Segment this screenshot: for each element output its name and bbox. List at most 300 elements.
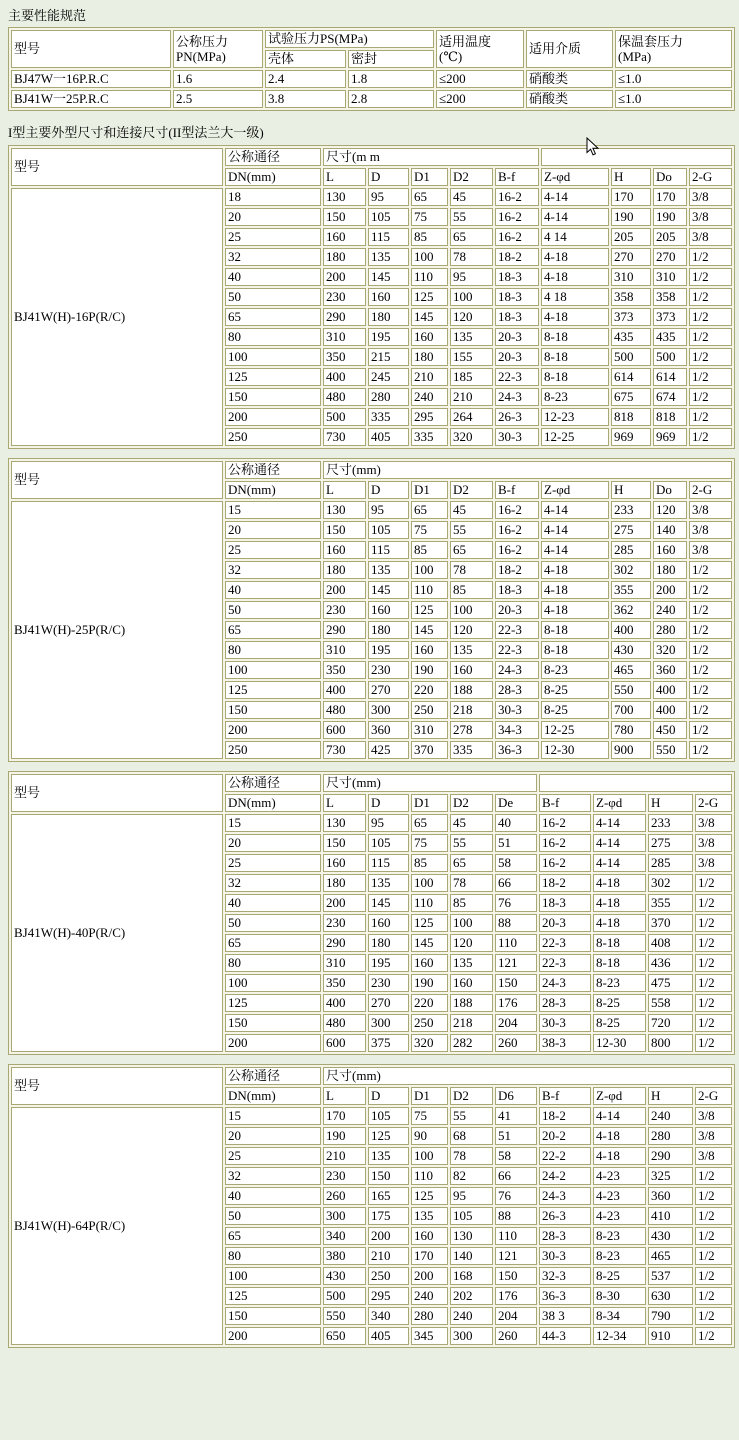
- dim-value-cell: 8-30: [593, 1287, 646, 1305]
- spec-value-cell: ≤1.0: [615, 70, 732, 88]
- dim-value-cell: 285: [648, 854, 693, 872]
- dim-value-cell: 320: [411, 1034, 448, 1052]
- dim-value-cell: 160: [450, 974, 493, 992]
- dim-value-cell: 1/2: [689, 641, 732, 659]
- dim-value-cell: 3/8: [695, 814, 732, 832]
- dim-header-size-label: 尺寸(mm): [323, 461, 732, 479]
- spec-model-cell: BJ41W一25P.R.C: [11, 90, 171, 108]
- dim-value-cell: 12-30: [541, 741, 609, 759]
- dim-column-header: 2-G: [689, 481, 732, 499]
- dim-value-cell: 55: [450, 208, 493, 226]
- dim-value-cell: 125: [411, 1187, 448, 1205]
- dim-column-header: L: [323, 481, 366, 499]
- dim-value-cell: 180: [323, 561, 366, 579]
- dim-value-cell: 450: [653, 721, 687, 739]
- dim-value-cell: 145: [411, 934, 448, 952]
- dim-model-cell: BJ41W(H)-40P(R/C): [11, 814, 223, 1052]
- dim-value-cell: 3/8: [689, 188, 732, 206]
- dim-value-cell: 160: [411, 328, 448, 346]
- dim-value-cell: 500: [323, 408, 366, 426]
- dim-value-cell: 8-25: [541, 701, 609, 719]
- dim-table-row: [11, 814, 732, 832]
- dim-value-cell: 58: [495, 854, 537, 872]
- dim-value-cell: 16-2: [495, 228, 539, 246]
- spec-header-jacket-line1: 保温套压力: [618, 34, 684, 49]
- dim-value-cell: 24-3: [539, 1187, 591, 1205]
- dim-value-cell: 78: [450, 248, 493, 266]
- spec-header-pn-line2: PN(MPa): [176, 49, 226, 64]
- dim-column-header: 2-G: [695, 1087, 732, 1105]
- dim-value-cell: 30-3: [495, 701, 539, 719]
- dim-value-cell: 1/2: [695, 1227, 732, 1245]
- dim-value-cell: 16-2: [495, 188, 539, 206]
- dim-value-cell: 300: [323, 1207, 366, 1225]
- dim-value-cell: 220: [411, 681, 448, 699]
- dim-value-cell: 135: [368, 561, 409, 579]
- dim-value-cell: 500: [323, 1287, 366, 1305]
- dim-table-40p: [8, 771, 735, 1055]
- dim-dn-cell: 40: [225, 1187, 321, 1205]
- dim-value-cell: 355: [648, 894, 693, 912]
- spec-header-pn-line1: 公称压力: [176, 34, 229, 49]
- dim-value-cell: 373: [611, 308, 651, 326]
- dim-model-cell: BJ41W(H)-64P(R/C): [11, 1107, 223, 1345]
- dim-dn-cell: 50: [225, 601, 321, 619]
- dim-value-cell: 85: [411, 541, 448, 559]
- dim-dn-cell: 150: [225, 1014, 321, 1032]
- dim-value-cell: 115: [368, 541, 409, 559]
- dim-column-header: D: [368, 481, 409, 499]
- dim-value-cell: 145: [368, 581, 409, 599]
- dim-value-cell: 400: [323, 368, 366, 386]
- dim-dn-cell: 100: [225, 1267, 321, 1285]
- dim-dn-cell: 80: [225, 328, 321, 346]
- dim-value-cell: 8-25: [593, 1014, 646, 1032]
- dim-column-header: D6: [495, 1087, 537, 1105]
- dim-value-cell: 270: [368, 681, 409, 699]
- dim-value-cell: 180: [323, 248, 366, 266]
- dim-value-cell: 8-18: [593, 954, 646, 972]
- dim-value-cell: 175: [368, 1207, 409, 1225]
- dim-dn-cell: 25: [225, 541, 321, 559]
- dim-value-cell: 310: [611, 268, 651, 286]
- dim-value-cell: 55: [450, 834, 493, 852]
- dim-value-cell: 100: [450, 914, 493, 932]
- dim-value-cell: 350: [323, 661, 366, 679]
- dim-value-cell: 176: [495, 1287, 537, 1305]
- dim-value-cell: 240: [653, 601, 687, 619]
- dim-dn-cell: 32: [225, 1167, 321, 1185]
- dim-value-cell: 105: [368, 834, 409, 852]
- spec-value-cell: 2.5: [173, 90, 263, 108]
- dim-value-cell: 160: [653, 541, 687, 559]
- dim-value-cell: 3/8: [695, 1127, 732, 1145]
- dim-value-cell: 335: [368, 408, 409, 426]
- dim-value-cell: 4-14: [541, 188, 609, 206]
- dim-value-cell: 310: [323, 641, 366, 659]
- dim-value-cell: 240: [411, 388, 448, 406]
- dim-value-cell: 95: [368, 188, 409, 206]
- dim-value-cell: 320: [653, 641, 687, 659]
- dim-dn-cell: 80: [225, 1247, 321, 1265]
- dim-value-cell: 210: [368, 1247, 409, 1265]
- dim-value-cell: 16-2: [539, 854, 591, 872]
- dim-value-cell: 20-2: [539, 1127, 591, 1145]
- dim-value-cell: 1/2: [689, 388, 732, 406]
- dim-value-cell: 335: [450, 741, 493, 759]
- dim-value-cell: 8-18: [541, 348, 609, 366]
- dim-value-cell: 558: [648, 994, 693, 1012]
- dim-value-cell: 250: [411, 1014, 448, 1032]
- dim-value-cell: 480: [323, 388, 366, 406]
- dim-value-cell: 195: [368, 641, 409, 659]
- dim-value-cell: 260: [495, 1034, 537, 1052]
- dim-value-cell: 32-3: [539, 1267, 591, 1285]
- dim-header-model-label: 型号: [11, 461, 223, 499]
- dim-value-cell: 8-25: [541, 681, 609, 699]
- dim-value-cell: 4-23: [593, 1207, 646, 1225]
- dim-value-cell: 290: [323, 308, 366, 326]
- dim-header-dn-label: 公称通径: [225, 148, 321, 166]
- dim-dn-cell: 50: [225, 1207, 321, 1225]
- dim-dn-cell: 40: [225, 894, 321, 912]
- dim-value-cell: 30-3: [495, 428, 539, 446]
- dim-header-dn-label: 公称通径: [225, 774, 321, 792]
- dim-value-cell: 290: [323, 621, 366, 639]
- dim-value-cell: 38-3: [539, 1034, 591, 1052]
- dim-value-cell: 165: [368, 1187, 409, 1205]
- dim-value-cell: 8-23: [593, 1247, 646, 1265]
- dim-value-cell: 233: [611, 501, 651, 519]
- dim-value-cell: 45: [450, 501, 493, 519]
- dim-value-cell: 22-3: [495, 641, 539, 659]
- dim-value-cell: 150: [368, 1167, 409, 1185]
- dim-value-cell: 4-18: [541, 308, 609, 326]
- dim-value-cell: 22-3: [539, 954, 591, 972]
- dim-value-cell: 465: [648, 1247, 693, 1265]
- dim-value-cell: 120: [450, 934, 493, 952]
- dim-value-cell: 230: [368, 661, 409, 679]
- dim-dn-cell: 80: [225, 641, 321, 659]
- dim-value-cell: 373: [653, 308, 687, 326]
- dim-dn-cell: 50: [225, 288, 321, 306]
- dim-value-cell: 45: [450, 188, 493, 206]
- spec-value-cell: ≤1.0: [615, 90, 732, 108]
- dim-value-cell: 302: [611, 561, 651, 579]
- dim-value-cell: 360: [368, 721, 409, 739]
- dim-value-cell: 380: [323, 1247, 366, 1265]
- dim-value-cell: 8-18: [541, 368, 609, 386]
- dim-value-cell: 8-23: [541, 661, 609, 679]
- dim-value-cell: 730: [323, 741, 366, 759]
- dim-value-cell: 100: [411, 1147, 448, 1165]
- dim-dn-cell: 20: [225, 208, 321, 226]
- dim-value-cell: 55: [450, 1107, 493, 1125]
- dim-value-cell: 4-14: [541, 541, 609, 559]
- dim-value-cell: 675: [611, 388, 651, 406]
- dim-value-cell: 720: [648, 1014, 693, 1032]
- dim-value-cell: 76: [495, 894, 537, 912]
- dim-value-cell: 110: [495, 934, 537, 952]
- dim-value-cell: 130: [450, 1227, 493, 1245]
- dim-value-cell: 40: [495, 814, 537, 832]
- dim-value-cell: 4-18: [593, 914, 646, 932]
- dim-value-cell: 3/8: [689, 521, 732, 539]
- dim-value-cell: 260: [323, 1187, 366, 1205]
- spec-model-cell: BJ47W一16P.R.C: [11, 70, 171, 88]
- dim-dn-cell: 100: [225, 661, 321, 679]
- dim-column-header: De: [495, 794, 537, 812]
- dim-value-cell: 1/2: [689, 661, 732, 679]
- dim-column-header: H: [611, 168, 651, 186]
- dim-table-16p: [8, 145, 735, 449]
- dim-value-cell: 160: [323, 541, 366, 559]
- dim-header-dn-label: 公称通径: [225, 1067, 321, 1085]
- dim-value-cell: 65: [450, 854, 493, 872]
- dim-value-cell: 190: [653, 208, 687, 226]
- spec-header-medium: 适用介质: [526, 30, 613, 68]
- dim-value-cell: 75: [411, 521, 448, 539]
- dim-value-cell: 1/2: [695, 974, 732, 992]
- dim-value-cell: 18-2: [495, 561, 539, 579]
- dim-value-cell: 8-23: [593, 1227, 646, 1245]
- dim-value-cell: 1/2: [689, 621, 732, 639]
- dim-value-cell: 300: [368, 1014, 409, 1032]
- dim-value-cell: 150: [495, 974, 537, 992]
- dim-value-cell: 430: [323, 1267, 366, 1285]
- dim-value-cell: 16-2: [495, 541, 539, 559]
- dim-value-cell: 85: [450, 581, 493, 599]
- dim-value-cell: 1/2: [689, 288, 732, 306]
- dim-value-cell: 58: [495, 1147, 537, 1165]
- dim-value-cell: 230: [323, 601, 366, 619]
- dim-value-cell: 818: [653, 408, 687, 426]
- dim-dn-cell: 40: [225, 268, 321, 286]
- dim-value-cell: 250: [411, 701, 448, 719]
- spec-table-row: [11, 90, 732, 108]
- dim-value-cell: 230: [323, 1167, 366, 1185]
- dim-value-cell: 435: [653, 328, 687, 346]
- dim-value-cell: 335: [411, 428, 448, 446]
- dim-value-cell: 100: [450, 601, 493, 619]
- dim-value-cell: 1/2: [695, 1267, 732, 1285]
- spec-header-model: 型号: [11, 30, 171, 68]
- dim-value-cell: 1/2: [695, 1327, 732, 1345]
- dim-dn-cell: 100: [225, 348, 321, 366]
- dim-value-cell: 205: [611, 228, 651, 246]
- dim-value-cell: 200: [323, 894, 366, 912]
- dim-dn-cell: 65: [225, 1227, 321, 1245]
- dim-value-cell: 360: [648, 1187, 693, 1205]
- dim-value-cell: 180: [653, 561, 687, 579]
- dim-value-cell: 3/8: [689, 541, 732, 559]
- dim-value-cell: 700: [611, 701, 651, 719]
- dim-value-cell: 95: [368, 501, 409, 519]
- dim-value-cell: 910: [648, 1327, 693, 1345]
- dim-dn-cell: 20: [225, 521, 321, 539]
- dim-value-cell: 230: [323, 288, 366, 306]
- dim-value-cell: 65: [411, 814, 448, 832]
- dim-value-cell: 310: [323, 328, 366, 346]
- dim-column-header: L: [323, 1087, 366, 1105]
- dim-value-cell: 3/8: [695, 1147, 732, 1165]
- dim-column-header: H: [611, 481, 651, 499]
- dim-value-cell: 300: [450, 1327, 493, 1345]
- dim-value-cell: 4-14: [593, 854, 646, 872]
- dim-value-cell: 3/8: [695, 834, 732, 852]
- dim-column-header: H: [648, 794, 693, 812]
- dim-value-cell: 550: [611, 681, 651, 699]
- spec-value-cell: ≤200: [436, 70, 524, 88]
- spec-header-test-pressure: 试验压力PS(MPa): [265, 30, 434, 48]
- dim-value-cell: 1/2: [689, 348, 732, 366]
- dim-value-cell: 140: [653, 521, 687, 539]
- dim-column-header: D: [368, 794, 409, 812]
- dim-dn-cell: 25: [225, 1147, 321, 1165]
- dim-value-cell: 218: [450, 701, 493, 719]
- dim-value-cell: 1/2: [689, 328, 732, 346]
- dim-value-cell: 100: [411, 561, 448, 579]
- dim-value-cell: 1/2: [689, 721, 732, 739]
- dim-table-25p: [8, 458, 735, 762]
- dim-value-cell: 16-2: [539, 834, 591, 852]
- dim-table-row: [11, 1107, 732, 1125]
- dim-value-cell: 170: [653, 188, 687, 206]
- dim-value-cell: 68: [450, 1127, 493, 1145]
- dim-column-header: B-f: [539, 794, 591, 812]
- dim-value-cell: 210: [411, 368, 448, 386]
- dim-value-cell: 121: [495, 954, 537, 972]
- dim-value-cell: 240: [648, 1107, 693, 1125]
- dim-value-cell: 8-18: [541, 621, 609, 639]
- dim-column-header: D1: [411, 168, 448, 186]
- dim-header-size-label: 尺寸(mm): [323, 774, 537, 792]
- dim-value-cell: 65: [450, 541, 493, 559]
- dim-value-cell: 362: [611, 601, 651, 619]
- dim-dn-cell: 250: [225, 428, 321, 446]
- dim-value-cell: 135: [450, 954, 493, 972]
- dim-value-cell: 115: [368, 228, 409, 246]
- dim-table-row: [11, 501, 732, 519]
- dim-value-cell: 160: [411, 641, 448, 659]
- dim-value-cell: 16-2: [495, 208, 539, 226]
- dim-value-cell: 155: [450, 348, 493, 366]
- dim-value-cell: 405: [368, 428, 409, 446]
- dim-value-cell: 358: [653, 288, 687, 306]
- dim-dn-cell: 32: [225, 874, 321, 892]
- dim-value-cell: 4-18: [593, 894, 646, 912]
- dim-value-cell: 24-2: [539, 1167, 591, 1185]
- dim-value-cell: 1/2: [689, 741, 732, 759]
- dim-value-cell: 310: [323, 954, 366, 972]
- spec-section-title: 主要性能规范: [8, 8, 87, 23]
- dim-header-dn-label: 公称通径: [225, 461, 321, 479]
- dim-value-cell: 36-3: [539, 1287, 591, 1305]
- dim-value-cell: 145: [368, 268, 409, 286]
- dim-value-cell: 375: [368, 1034, 409, 1052]
- dim-value-cell: 120: [653, 501, 687, 519]
- dim-value-cell: 240: [411, 1287, 448, 1305]
- dim-value-cell: 82: [450, 1167, 493, 1185]
- dim-value-cell: 1/2: [689, 601, 732, 619]
- dim-value-cell: 18-2: [495, 248, 539, 266]
- dim-header-model-label: 型号: [11, 148, 223, 186]
- dim-value-cell: 65: [411, 501, 448, 519]
- dim-value-cell: 340: [368, 1307, 409, 1325]
- dim-value-cell: 75: [411, 208, 448, 226]
- dim-value-cell: 170: [323, 1107, 366, 1125]
- dim-value-cell: 150: [323, 208, 366, 226]
- dim-value-cell: 4-14: [541, 501, 609, 519]
- dim-value-cell: 1/2: [695, 1014, 732, 1032]
- dim-value-cell: 65: [411, 188, 448, 206]
- dim-dn-cell: 15: [225, 501, 321, 519]
- dim-value-cell: 30-3: [539, 1014, 591, 1032]
- dim-value-cell: 302: [648, 874, 693, 892]
- dim-value-cell: 280: [411, 1307, 448, 1325]
- dim-value-cell: 188: [450, 681, 493, 699]
- dim-value-cell: 550: [323, 1307, 366, 1325]
- dim-column-header: D2: [450, 168, 493, 186]
- dim-value-cell: 410: [648, 1207, 693, 1225]
- dim-column-header: D: [368, 168, 409, 186]
- dim-column-header: Z-φd: [541, 168, 609, 186]
- dim-value-cell: 430: [611, 641, 651, 659]
- dim-value-cell: 120: [450, 308, 493, 326]
- dim-value-cell: 730: [323, 428, 366, 446]
- dim-value-cell: 18-2: [539, 874, 591, 892]
- dim-value-cell: 1/2: [695, 1187, 732, 1205]
- dim-value-cell: 135: [450, 328, 493, 346]
- dim-value-cell: 4 14: [541, 228, 609, 246]
- dim-value-cell: 100: [411, 874, 448, 892]
- dim-value-cell: 285: [611, 541, 651, 559]
- dim-dn-cell: 200: [225, 721, 321, 739]
- dim-value-cell: 3/8: [689, 501, 732, 519]
- dim-value-cell: 1/2: [695, 894, 732, 912]
- dim-column-header: Do: [653, 481, 687, 499]
- dim-value-cell: 4-23: [593, 1187, 646, 1205]
- dim-value-cell: 1/2: [689, 701, 732, 719]
- spec-header-jacket-line2: (MPa): [618, 49, 652, 64]
- dim-dn-cell: 18: [225, 188, 321, 206]
- dim-value-cell: 85: [411, 228, 448, 246]
- dim-value-cell: 195: [368, 954, 409, 972]
- dim-value-cell: 20-3: [495, 601, 539, 619]
- dim-dn-cell: 20: [225, 834, 321, 852]
- dim-value-cell: 180: [368, 308, 409, 326]
- dim-value-cell: 168: [450, 1267, 493, 1285]
- dim-value-cell: 75: [411, 834, 448, 852]
- dim-value-cell: 100: [411, 248, 448, 266]
- dim-value-cell: 405: [368, 1327, 409, 1345]
- dim-value-cell: 310: [653, 268, 687, 286]
- dim-value-cell: 135: [450, 641, 493, 659]
- dim-value-cell: 600: [323, 721, 366, 739]
- spec-value-cell: 1.8: [348, 70, 434, 88]
- dim-value-cell: 1/2: [695, 954, 732, 972]
- dim-dn-cell: 65: [225, 308, 321, 326]
- dim-value-cell: 18-3: [495, 581, 539, 599]
- dim-dn-cell: 15: [225, 814, 321, 832]
- dim-value-cell: 105: [368, 1107, 409, 1125]
- dim-value-cell: 600: [323, 1034, 366, 1052]
- dim-value-cell: 1/2: [695, 1167, 732, 1185]
- dim-value-cell: 26-3: [495, 408, 539, 426]
- spec-header-jacket-pressure: [615, 30, 732, 68]
- dim-value-cell: 4-18: [593, 1127, 646, 1145]
- dim-value-cell: 275: [648, 834, 693, 852]
